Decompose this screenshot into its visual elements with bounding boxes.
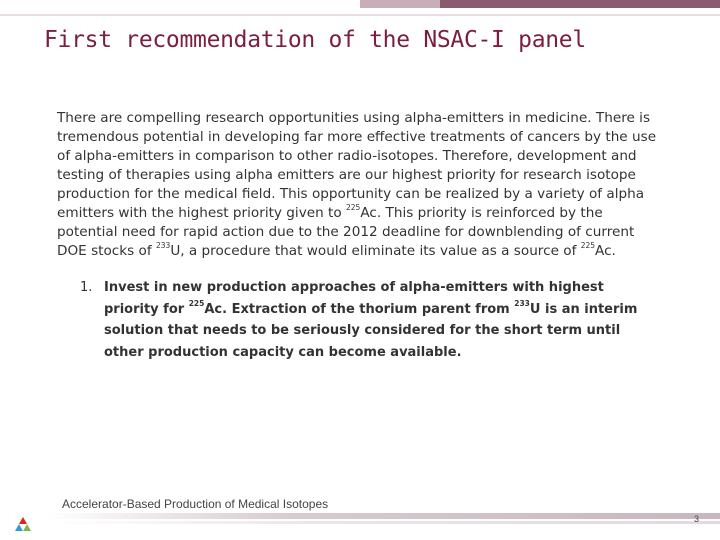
- logo-top-segment: [19, 517, 27, 524]
- list-item: [80, 277, 655, 363]
- body-paragraph: [57, 109, 657, 261]
- isotope-mass-superscript: 225: [188, 298, 205, 308]
- footer-divider-secondary: [48, 521, 720, 524]
- isotope-mass-superscript: 225: [580, 241, 596, 250]
- accent-bar-dark: [440, 0, 720, 8]
- slide-title: First recommendation of the NSAC-I panel: [44, 27, 586, 53]
- paragraph-text: Ac.: [595, 243, 616, 259]
- recommendation-text: Ac. Extraction of the thorium parent from: [204, 301, 515, 317]
- top-accent-bar: [0, 0, 720, 18]
- isotope-mass-superscript: 233: [155, 241, 171, 250]
- paragraph-text: Ac. This priority is reinforced by the potential need for rapid action due to the 2012 deadline for downblending of current DOE stocks of: [57, 205, 635, 259]
- recommendation-text: Invest in new production approaches of alpha-emitters with highest priority for: [104, 280, 604, 317]
- footer-title: Accelerator-Based Production of Medical Isotopes: [62, 497, 329, 511]
- accent-bar-light: [360, 0, 440, 8]
- header-divider: [0, 14, 720, 16]
- paragraph-text: There are compelling research opportunities using alpha-emitters in medicine. There is tremendous potential in developing far more effective treatments of cancers by the use of alpha-emitters in comparison to other radio-isotopes. Therefore, development and testing of therapies using alpha emitters are our highest priority for research isotope production for the medical field. This opportunity can be realized by a variety of alpha emitters with the highest priority given to: [57, 110, 657, 221]
- isotope-mass-superscript: 225: [346, 203, 361, 212]
- paragraph-text: U, a procedure that would eliminate its value as a source of: [170, 243, 581, 259]
- recommendation-list: [80, 277, 655, 363]
- footer-divider: [48, 513, 720, 519]
- page-number: 3: [694, 514, 700, 524]
- recommendation-text: U is an interim solution that needs to be seriously considered for the short term until other production capacity can become available.: [104, 301, 638, 360]
- isotope-mass-superscript: 233: [514, 298, 530, 308]
- list-number: 1.: [80, 280, 93, 295]
- tricolor-triangle-logo-icon: [13, 516, 33, 534]
